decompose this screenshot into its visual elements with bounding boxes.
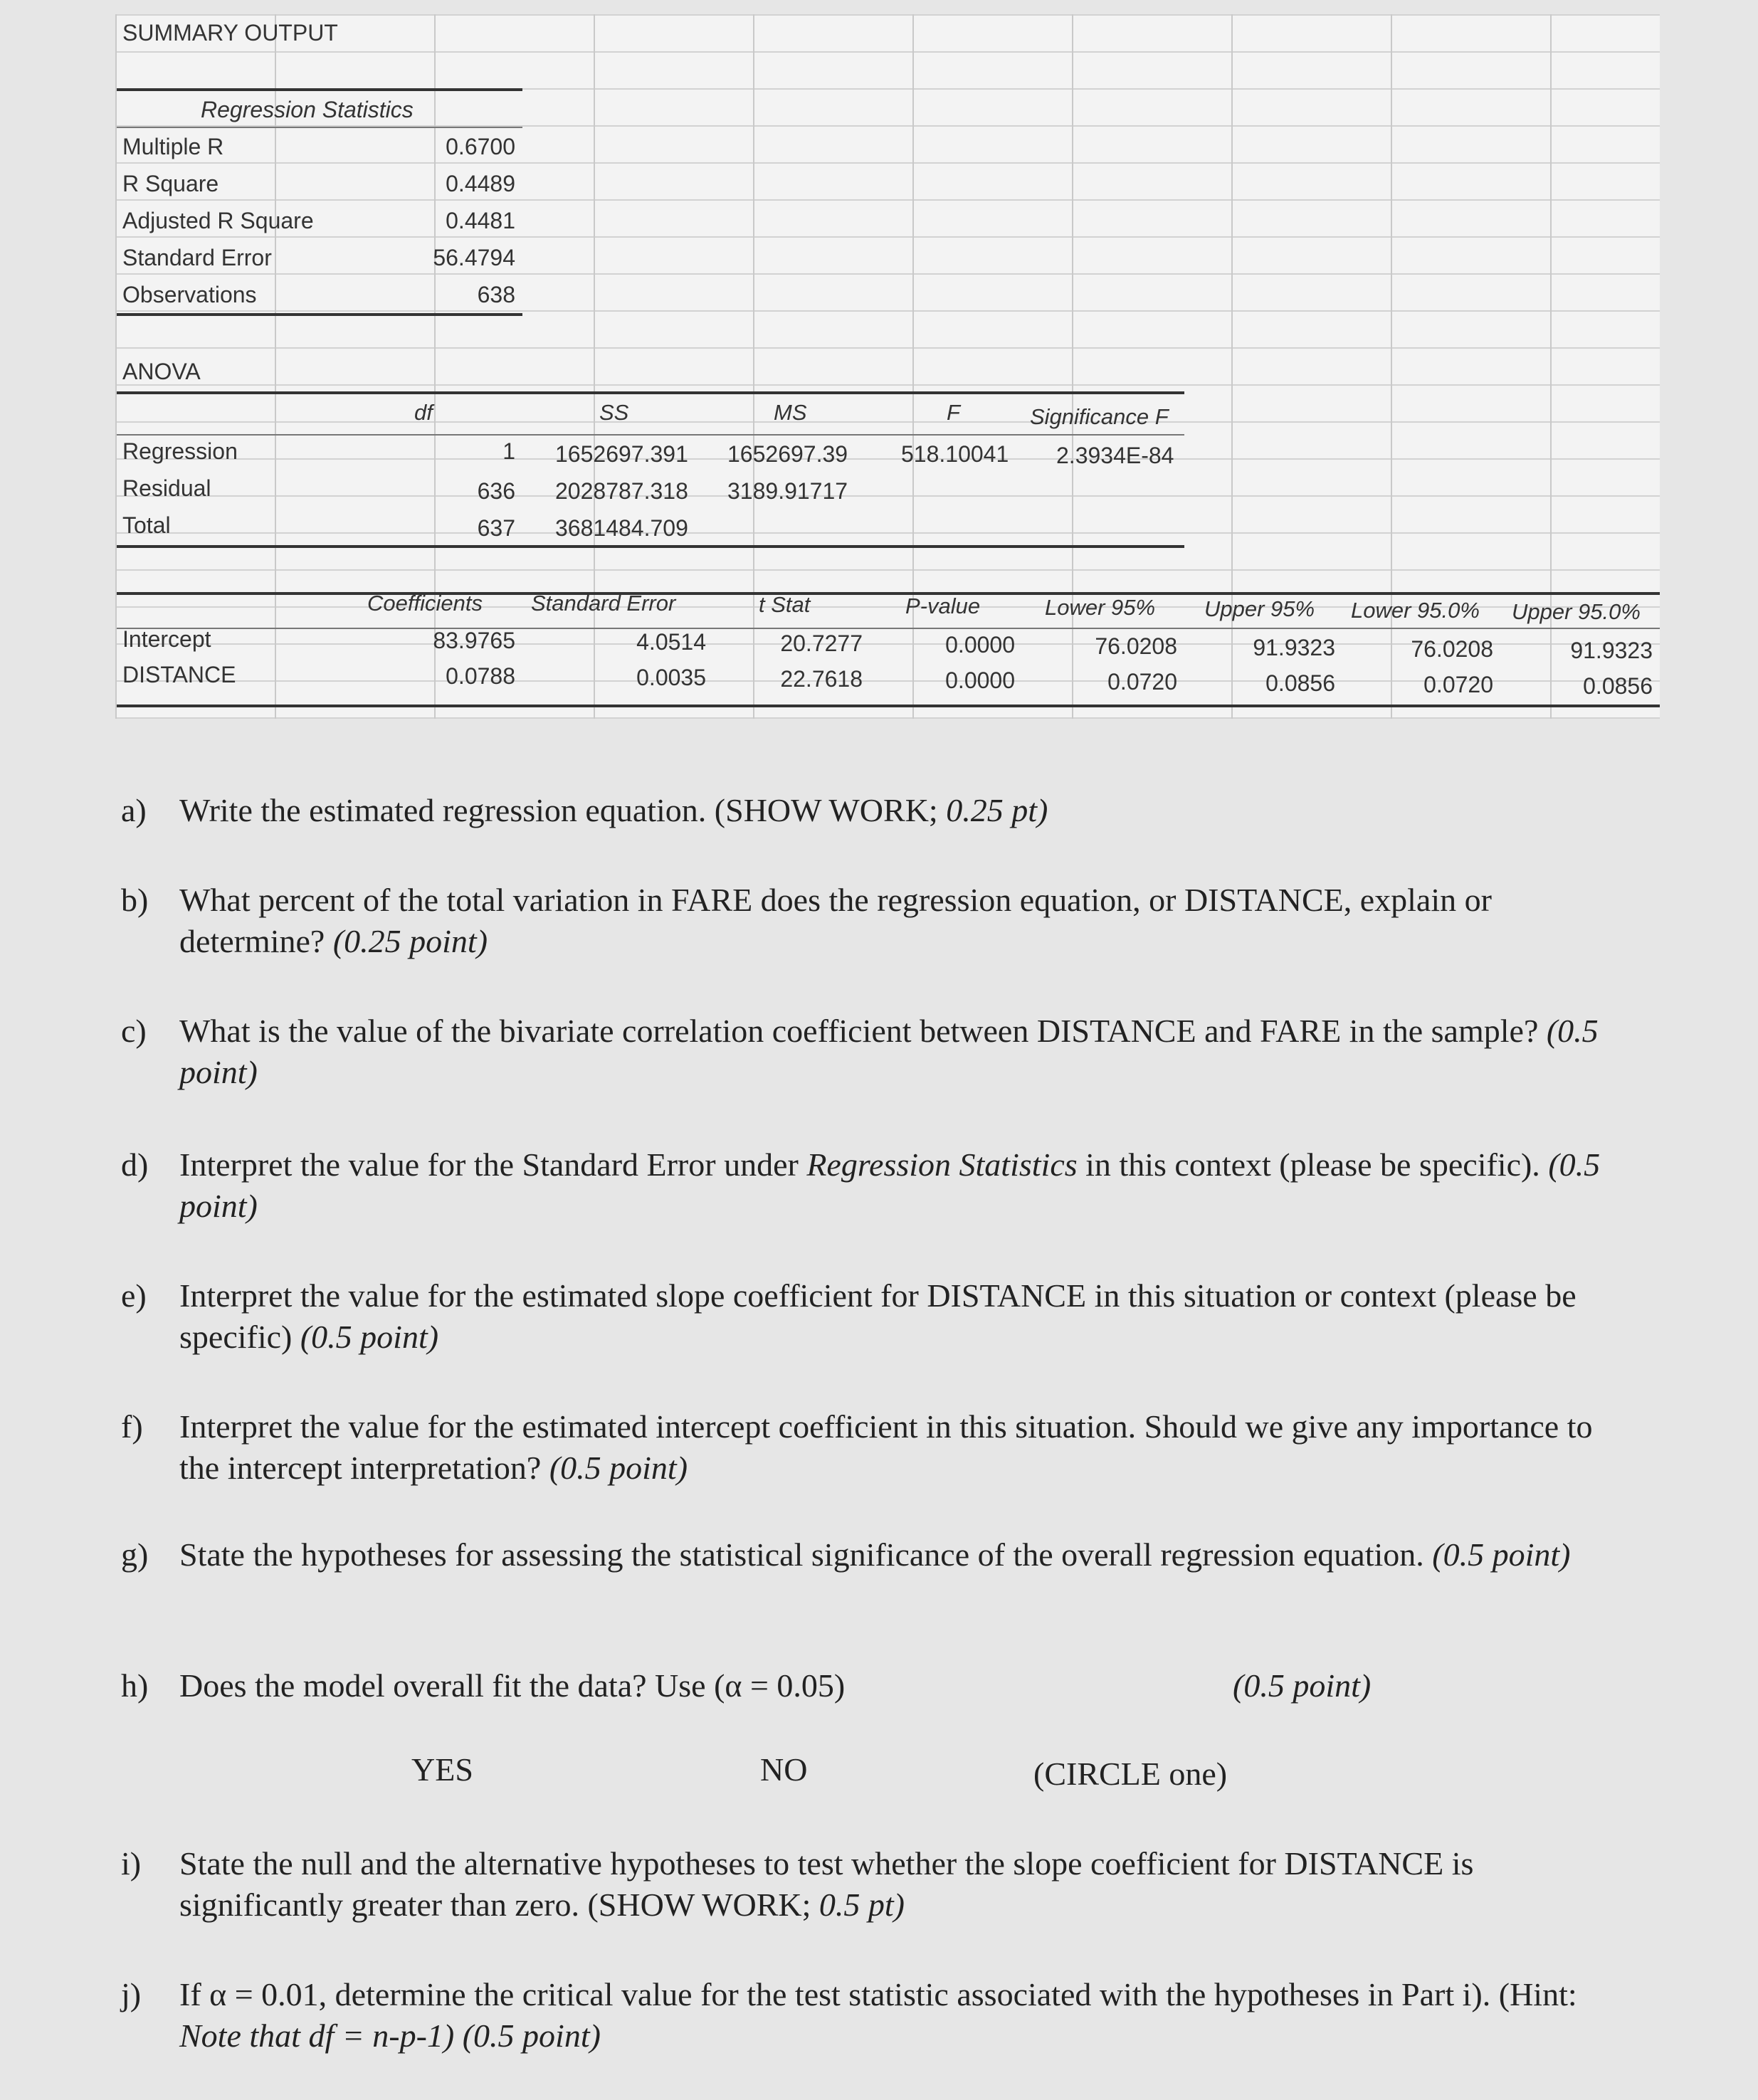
coef-value: 0.0788 [446, 663, 515, 689]
question-text: Does the model overall fit the data? Use (α = 0.05) [179, 1667, 846, 1704]
coef-value: 0.0035 [636, 665, 706, 690]
choice-note: (CIRCLE one) [1033, 1756, 1228, 1792]
stat-label: Observations [122, 282, 257, 307]
question-hint: Note that df = n-p-1) [179, 2017, 455, 2054]
coef-value: 83.9765 [433, 628, 515, 653]
divider [117, 705, 1660, 707]
coef-value: 0.0720 [1107, 669, 1177, 695]
question-text: Interpret the value for the estimated intercept coefficient in this situation. Should we give any importance to the intercept interpretation? [179, 1408, 1593, 1486]
question-text: State the hypotheses for assessing the statistical significance of the overall regression equation. [179, 1536, 1424, 1573]
question-text: Interpret the value for the estimated slope coefficient for DISTANCE in this situation or context (please be specific) [179, 1277, 1577, 1355]
summary-title: SUMMARY OUTPUT [122, 20, 338, 46]
coef-header: Lower 95% [1045, 595, 1156, 620]
coef-value: 4.0514 [636, 629, 706, 655]
anova-significance: 2.3934E-84 [1056, 443, 1174, 468]
coef-value: 22.7618 [780, 666, 863, 692]
stat-value: 0.6700 [446, 134, 515, 159]
coef-value: 0.0856 [1265, 670, 1335, 696]
coef-row-label: Intercept [122, 626, 211, 652]
anova-f: 518.10041 [901, 441, 1009, 467]
question-points: (0.5 point) [462, 2017, 601, 2054]
question-label: f) [121, 1408, 143, 1445]
stat-value: 0.4489 [446, 171, 515, 196]
divider [117, 127, 522, 128]
anova-ss: 1652697.391 [555, 441, 688, 467]
question-label: j) [121, 1976, 142, 2012]
anova-df: 1 [502, 438, 515, 464]
question-label: i) [121, 1845, 142, 1882]
divider [117, 434, 1184, 436]
choice-no[interactable]: NO [760, 1751, 808, 1788]
stat-label: R Square [122, 171, 219, 196]
anova-header-df: df [414, 400, 433, 425]
coef-row-label: DISTANCE [122, 662, 236, 687]
coef-value: 91.9323 [1253, 635, 1335, 660]
question-label: c) [121, 1013, 147, 1049]
question-points: (0.5 point) [1432, 1536, 1571, 1573]
coef-header: Lower 95.0% [1351, 598, 1480, 623]
coef-header: t Stat [759, 592, 811, 617]
coef-header: Upper 95% [1204, 596, 1315, 621]
coef-value: 20.7277 [780, 630, 863, 656]
question-text: What percent of the total variation in FARE does the regression equation, or DISTANCE, explain or determine? [179, 882, 1492, 959]
anova-header-significance: Significance F [1030, 404, 1169, 429]
stat-label: Adjusted R Square [122, 208, 314, 233]
spreadsheet [115, 14, 1660, 719]
question-points: (0.25 point) [332, 923, 488, 959]
question-points: (0.5 point) [1233, 1667, 1372, 1704]
anova-title: ANOVA [122, 359, 201, 384]
anova-header-ms: MS [774, 400, 807, 425]
coef-value: 0.0000 [945, 668, 1015, 693]
question-text: State the null and the alternative hypotheses to test whether the slope coefficient for DISTANCE is significantly greater than zero. (SHOW WORK; [179, 1845, 1474, 1923]
question-points: 0.25 pt) [946, 792, 1048, 828]
anova-row-label: Residual [122, 475, 211, 501]
question-label: e) [121, 1277, 147, 1314]
anova-df: 637 [477, 515, 515, 541]
question-text: If α = 0.01, determine the critical value for the test statistic associated with the hypotheses in Part i). (Hint: [179, 1976, 1577, 2012]
divider [117, 592, 1660, 595]
divider [117, 391, 1184, 394]
stat-value: 0.4481 [446, 208, 515, 233]
anova-df: 636 [477, 478, 515, 504]
coef-value: 76.0208 [1095, 633, 1177, 659]
question-points: (0.5 point) [179, 1013, 1599, 1090]
question-points: (0.5 point) [300, 1319, 439, 1355]
stat-label: Standard Error [122, 245, 272, 270]
question-label: a) [121, 792, 147, 828]
question-text: Interpret the value for the Standard Error under [179, 1146, 799, 1183]
anova-header-ss: SS [599, 400, 629, 425]
anova-ms: 1652697.39 [727, 441, 848, 467]
question-points: 0.5 pt) [819, 1887, 905, 1923]
choice-yes[interactable]: YES [411, 1751, 473, 1788]
divider [117, 313, 522, 316]
divider [117, 545, 1184, 548]
question-label: d) [121, 1146, 149, 1183]
coef-header: P-value [905, 593, 981, 618]
stat-label: Multiple R [122, 134, 224, 159]
question-label: g) [121, 1536, 149, 1573]
question-label: h) [121, 1667, 149, 1704]
anova-ms: 3189.91717 [727, 478, 848, 504]
question-text: What is the value of the bivariate correlation coefficient between DISTANCE and FARE in the sample? [179, 1013, 1539, 1049]
coef-value: 0.0720 [1423, 672, 1493, 697]
coef-value: 76.0208 [1411, 636, 1493, 662]
anova-row-label: Regression [122, 438, 238, 464]
stat-value: 56.4794 [433, 245, 515, 270]
anova-ss: 3681484.709 [555, 515, 688, 541]
divider [117, 628, 1660, 629]
question-text: in this context (please be specific). [1085, 1146, 1540, 1183]
coef-value: 0.0856 [1583, 673, 1653, 699]
coef-header: Upper 95.0% [1512, 599, 1641, 624]
coef-header: Standard Error [531, 591, 676, 616]
anova-ss: 2028787.318 [555, 478, 688, 504]
anova-header-f: F [947, 400, 960, 425]
anova-row-label: Total [122, 512, 171, 538]
question-points: (0.5 point) [549, 1450, 688, 1486]
coef-value: 91.9323 [1570, 638, 1653, 663]
question-text: Write the estimated regression equation. (SHOW WORK; [179, 792, 947, 828]
regression-statistics-header: Regression Statistics [201, 97, 414, 122]
question-points: (0.5 point) [179, 1146, 1601, 1224]
coef-header: Coefficients [367, 591, 483, 616]
stat-value: 638 [477, 282, 515, 307]
coef-value: 0.0000 [945, 632, 1015, 658]
divider [117, 88, 522, 91]
question-emphasis: Regression Statistics [806, 1146, 1078, 1183]
question-label: b) [121, 882, 149, 918]
